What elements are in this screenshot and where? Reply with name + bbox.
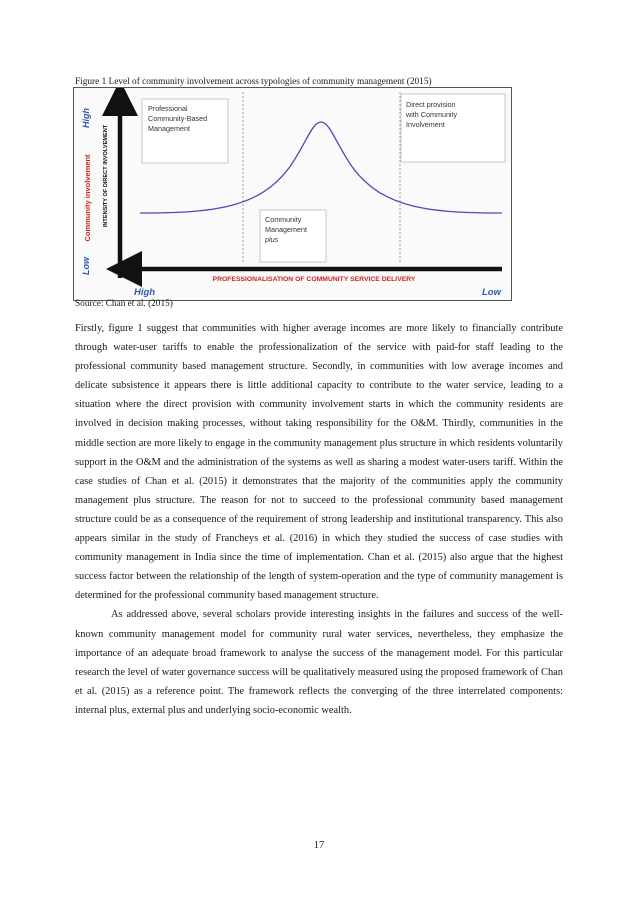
x-axis-high-label: High	[134, 287, 156, 298]
box-right-line-3: Involvement	[406, 120, 445, 129]
x-axis-label: PROFESSIONALISATION OF COMMUNITY SERVICE DELIVERY	[212, 276, 416, 283]
paragraph-1: Firstly, figure 1 suggest that communities with higher average incomes are more likely to financially contribute through water-user tariffs to enable the professionalization of the service with paid-for staff leading to the professional community based management structure. Secondly, in communities with low average incomes and delicate subsistence it appears there is little additional capacity to contribute to the water service, leading to a situation where the direct provision with community involvement starts in which the community residents are involved in decision making processes, without taking responsibility for the O&M. Thirdly, communities in the middle section are more likely to engage in the community management plus structure in which residents voluntarily support in the O&M and the administration of the systems as well as sharing a modest water-users tariff. Within the case studies of Chan et al. (2015) it demonstrates that the majority of the communities apply the community management plus structure. The reason for not to succeed to the professional community based management structure could be as a consequence of the requirement of strong leadership and institutional transparency. This also appears similar in the study of Francheys et al. (2016) in which they studied the success of case studies with community management in India since the time of implementation. Chan et al. (2015) also argue that the highest success factor between the relationship of the length of system-operation and the type of community management is determined for the professional community based management structure.	[75, 323, 563, 602]
y-axis-black-label: INTENSITY OF DIRECT INVOLVEMENT	[103, 124, 109, 228]
paragraph-2: As addressed above, several scholars provide interesting insights in the failures and success of the well-known community management model for community rural water services, nevertheless, they emphasize the importance of an adequate broad framework to analyse the success of the management model. For this particular research the level of water governance success will be qualitatively measured using the proposed framework of Chan et al. (2015) as a reference point. The framework reflects the converging of the three interrelated components: internal plus, external plus and underlying socio-economic wealth.	[75, 609, 563, 716]
box-left-line-1: Professional	[148, 104, 188, 113]
body-text	[75, 319, 563, 720]
figure-diagram	[74, 88, 511, 300]
y-axis-red-label: Community involvement	[83, 154, 92, 242]
figure-1	[73, 87, 512, 301]
box-left-line-3: Management	[148, 124, 190, 133]
y-axis-low-label: Low	[81, 257, 91, 275]
box-left-line-2: Community-Based	[148, 114, 208, 123]
box-right-line-2: with Community	[406, 110, 458, 119]
box-middle-line-1: Community	[265, 215, 302, 224]
y-axis-high-label: High	[81, 108, 91, 128]
box-middle-line-3: plus	[265, 235, 279, 244]
page-number: 17	[313, 840, 325, 851]
box-middle-line-2: Management	[265, 225, 307, 234]
figure-source: Source: Chan et al. (2015)	[75, 299, 173, 309]
x-axis-low-label: Low	[482, 287, 501, 298]
box-right-line-1: Direct provision	[406, 100, 456, 109]
figure-caption: Figure 1 Level of community involvement across typologies of community management (2015)	[75, 77, 432, 87]
